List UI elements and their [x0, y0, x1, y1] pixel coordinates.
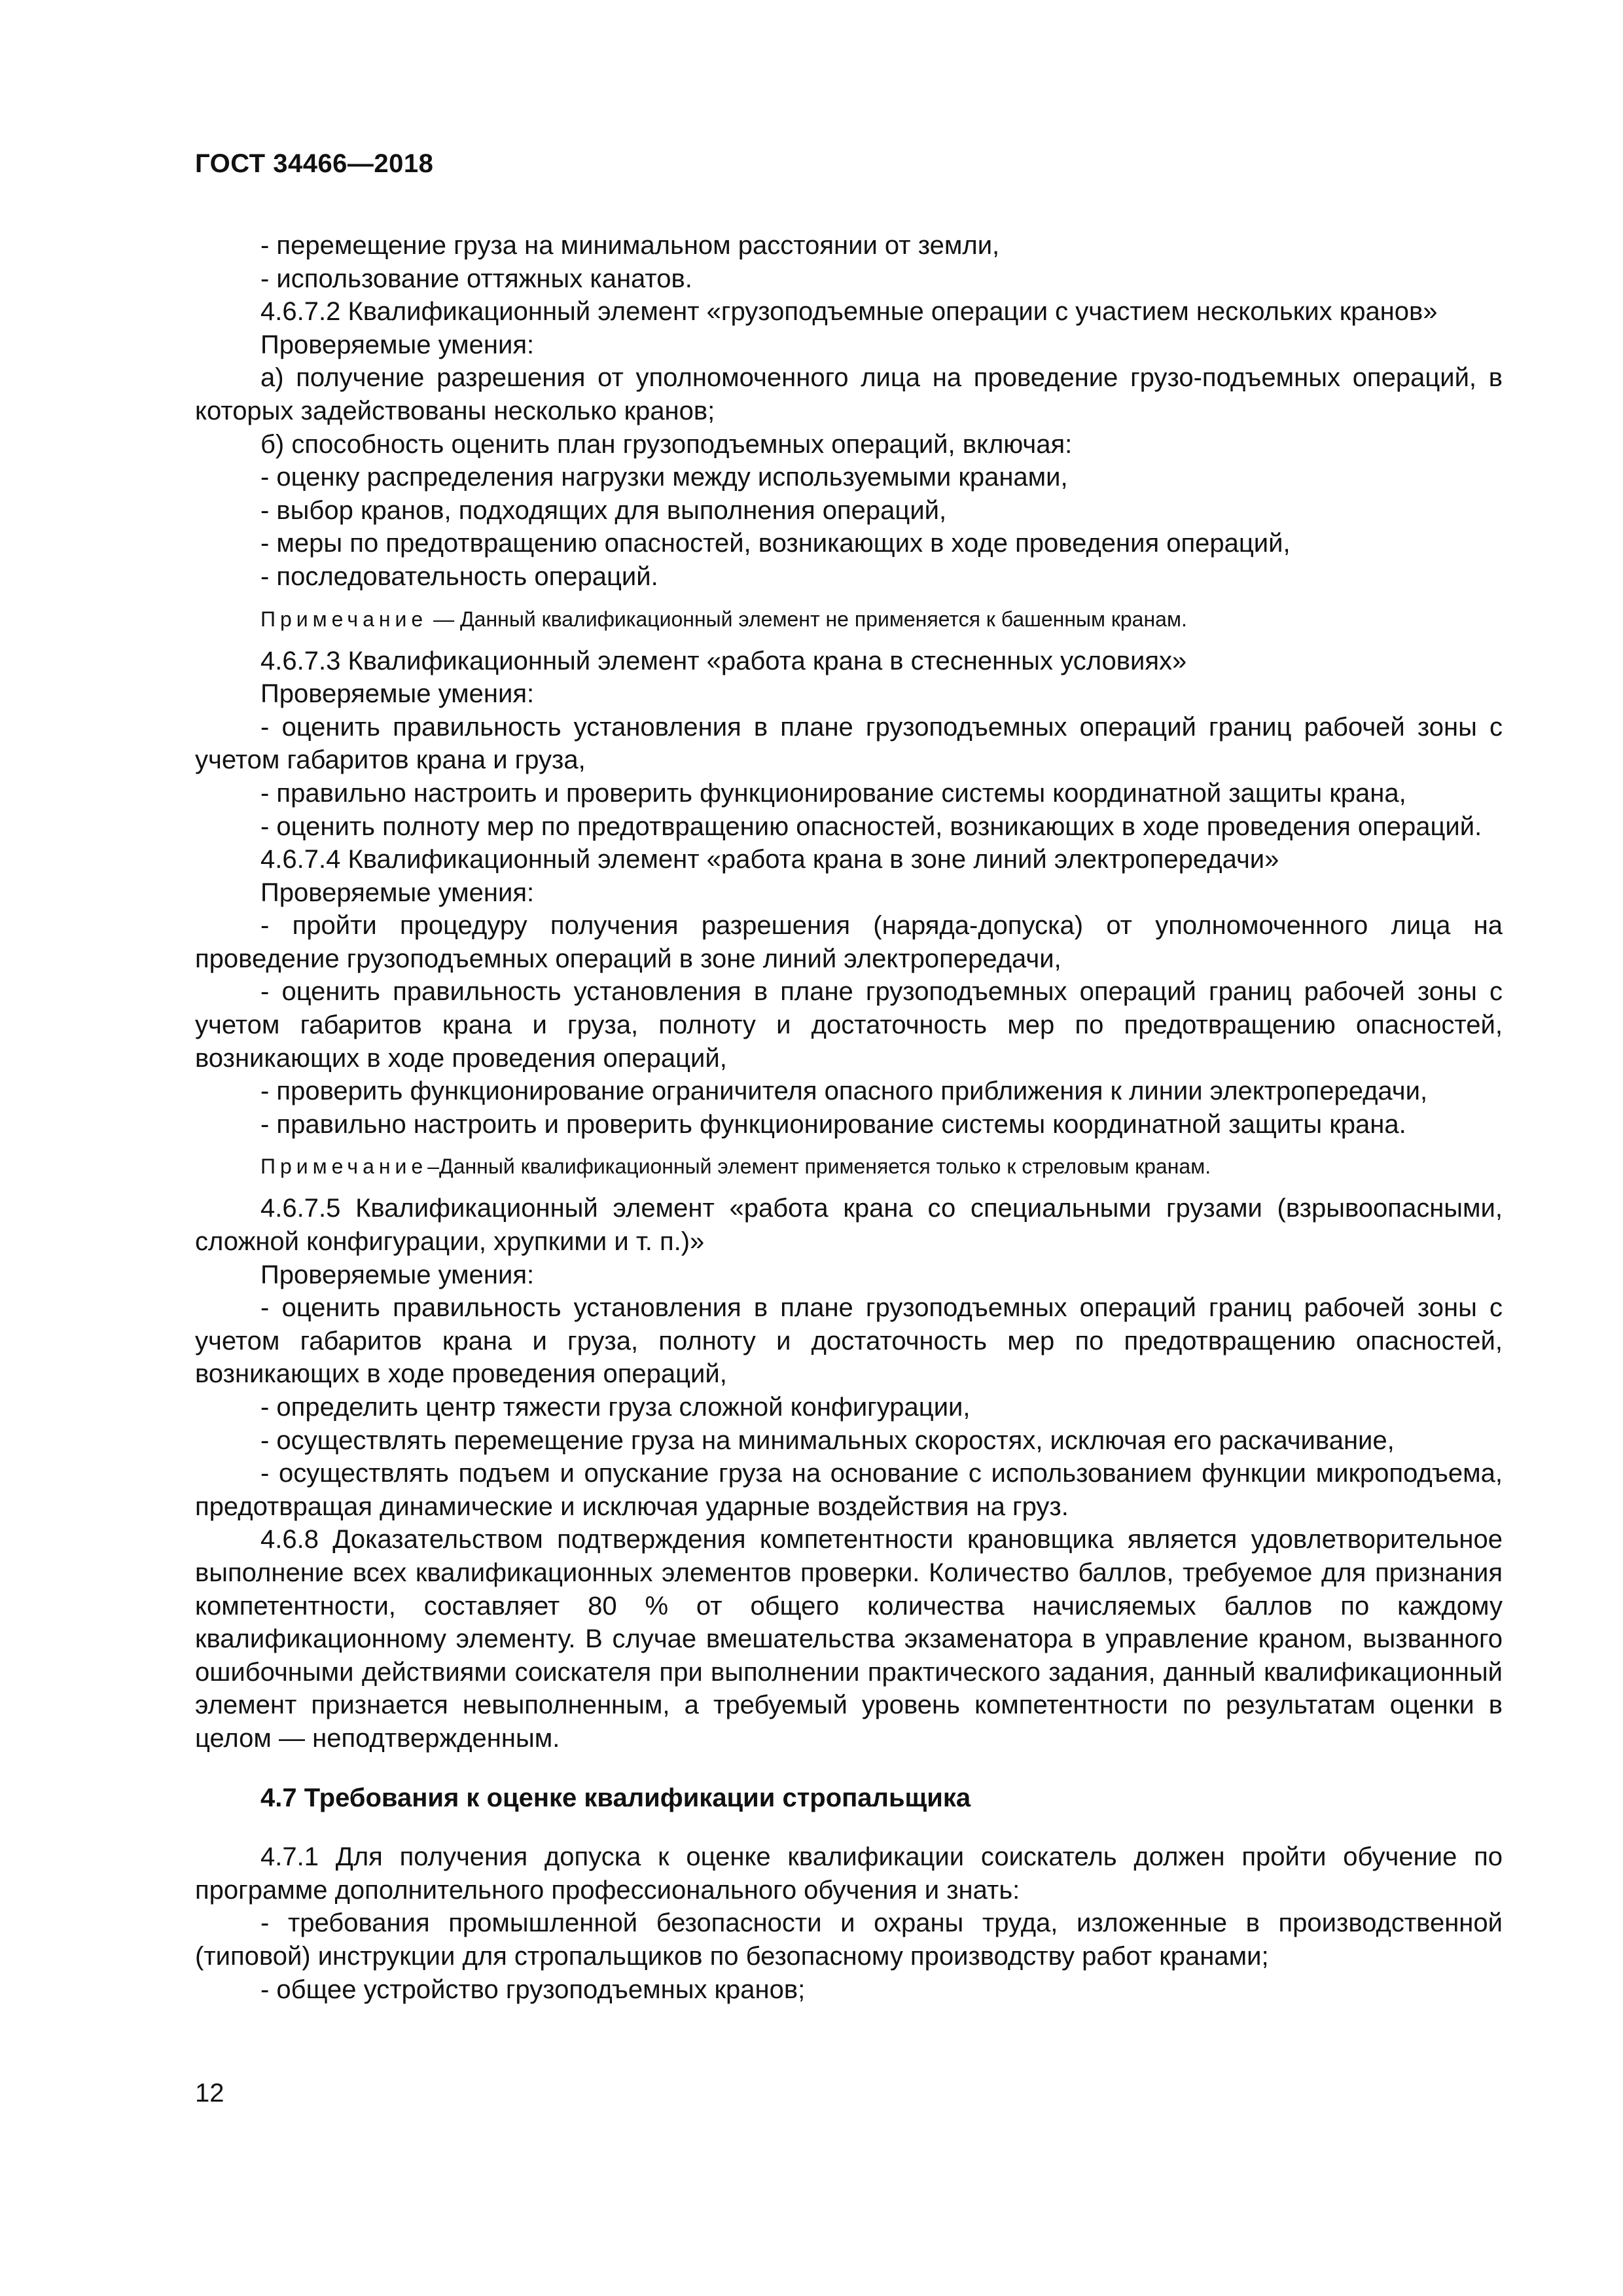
section-title: 4.7 Требования к оценке квалификации стропальщика: [260, 1783, 971, 1812]
paragraph: Проверяемые умения:: [260, 1260, 535, 1289]
paragraph: Проверяемые умения:: [260, 878, 535, 907]
paragraph: - осуществлять перемещение груза на минимальных скоростях, исключая его раскачивание,: [260, 1426, 1395, 1455]
paragraph: - пройти процедуру получения разрешения (наряда-допуска) от уполномоченного лица на проведение грузоподъемных операций в зоне линий электропередачи,: [195, 911, 1503, 973]
paragraph: 4.6.7.3 Квалификационный элемент «работа крана в стесненных условиях»: [260, 646, 1187, 675]
paragraph: 4.6.7.2 Квалификационный элемент «грузоподъемные операции с участием нескольких кранов»: [260, 297, 1438, 327]
document-header: ГОСТ 34466—2018: [195, 149, 434, 178]
paragraph: - оценку распределения нагрузки между используемыми кранами,: [260, 463, 1068, 492]
paragraph: - выбор кранов, подходящих для выполнения операций,: [260, 495, 947, 525]
paragraph: Проверяемые умения:: [260, 330, 535, 359]
paragraph: - общее устройство грузоподъемных кранов;: [260, 1975, 806, 2004]
document-body: [195, 229, 1503, 2006]
note-text: — Данный квалификационный элемент не применяется к башенным кранам.: [427, 607, 1187, 631]
paragraph: - осуществлять подъем и опускание груза на основание с использованием функции микроподъема, предотвращая динамические и исключая ударные воздействия на груз.: [195, 1459, 1503, 1521]
paragraph: - проверить функционирование ограничителя опасного приближения к линии электропередачи,: [260, 1077, 1428, 1106]
paragraph: - оценить правильность установления в плане грузоподъемных операций границ рабочей зоны с учетом габаритов крана и груза, полноту и достаточность мер по предотвращению опасностей, возникающих в ходе проведения операций,: [195, 1293, 1503, 1389]
paragraph: Проверяемые умения:: [260, 679, 535, 709]
paragraph: - правильно настроить и проверить функционирование системы координатной защиты крана.: [260, 1109, 1406, 1139]
paragraph: 4.6.7.4 Квалификационный элемент «работа крана в зоне линий электропередачи»: [260, 845, 1279, 874]
note: [195, 603, 1503, 636]
paragraph: 4.6.8 Доказательством подтверждения компетентности крановщика является удовлетворительное выполнение всех квалификационных элементов проверки. Количество баллов, требуемое для признания компетентности, составляет 80 % от общего количества начисляемых баллов по каждому квалификационному элементу. В случае вмешательства экзаменатора в управление краном, вызванного ошибочными действиями соискателя при выполнении практического задания, данный квалификационный элемент признается невыполненным, а требуемый уровень компетентности по результатам оценки в целом — неподтвержденным.: [195, 1525, 1503, 1753]
note-label: Примечание: [260, 607, 428, 631]
paragraph: - правильно настроить и проверить функционирование системы координатной защиты крана,: [260, 778, 1406, 808]
paragraph: б) способность оценить план грузоподъемных операций, включая:: [260, 429, 1073, 459]
paragraph: - требования промышленной безопасности и охраны труда, изложенные в производственной (типовой) инструкции для стропальщиков по безопасному производству работ кранами;: [195, 1909, 1503, 1971]
paragraph: - определить центр тяжести груза сложной конфигурации,: [260, 1393, 971, 1422]
note-text: –Данный квалификационный элемент применяется только к стреловым кранам.: [427, 1155, 1211, 1179]
paragraph: - последовательность операций.: [260, 562, 658, 591]
paragraph: - использование оттяжных канатов.: [260, 264, 692, 293]
page-number: 12: [195, 2079, 224, 2108]
paragraph: - оценить полноту мер по предотвращению опасностей, возникающих в ходе проведения операций.: [260, 812, 1482, 841]
paragraph: - перемещение груза на минимальном расстоянии от земли,: [260, 231, 1000, 260]
paragraph: а) получение разрешения от уполномоченного лица на проведение грузо-подъемных операций, в которых задействованы несколько кранов;: [195, 363, 1503, 425]
paragraph: - меры по предотвращению опасностей, возникающих в ходе проведения операций,: [260, 529, 1291, 558]
paragraph: 4.7.1 Для получения допуска к оценке квалификации соискатель должен пройти обучение по программе дополнительного профессионального обучения и знать:: [195, 1842, 1503, 1905]
paragraph: - оценить правильность установления в плане грузоподъемных операций границ рабочей зоны с учетом габаритов крана и груза, полноту и достаточность мер по предотвращению опасностей, возникающих в ходе проведения операций,: [195, 977, 1503, 1073]
note-label: Примечание: [260, 1155, 428, 1179]
paragraph: 4.6.7.5 Квалификационный элемент «работа крана со специальными грузами (взрывоопасными, сложной конфигурации, хрупкими и т. п.)»: [195, 1194, 1503, 1257]
paragraph: - оценить правильность установления в плане грузоподъемных операций границ рабочей зоны с учетом габаритов крана и груза,: [195, 712, 1503, 775]
note: [195, 1150, 1503, 1183]
